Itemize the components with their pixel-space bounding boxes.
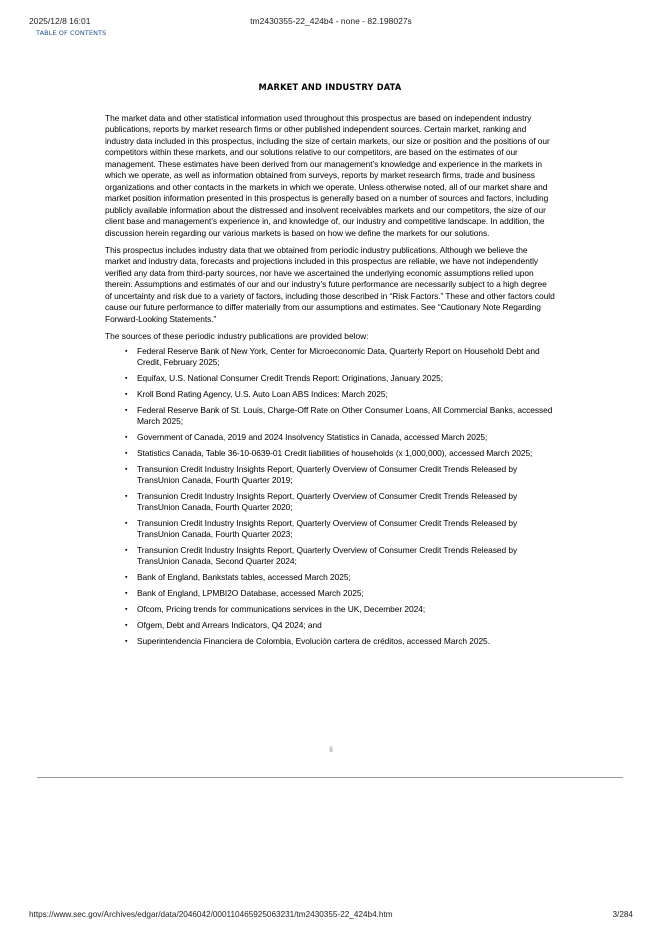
page-number: ii — [329, 745, 333, 754]
list-item — [105, 545, 555, 568]
source-text: Transunion Credit Industry Insights Report, Quarterly Overview of Consumer Credit Trends Released by TransUnion Canada, Fourth Quarter 2019; — [137, 463, 518, 485]
list-item — [105, 636, 555, 647]
source-text: Transunion Credit Industry Insights Report, Quarterly Overview of Consumer Credit Trends Released by TransUnion Canada, Fourth Quarter 2023; — [137, 517, 518, 540]
list-item — [105, 572, 555, 583]
source-text: Federal Reserve Bank of St. Louis, Charge-Off Rate on Other Consumer Loans, All Commercial Banks, accessed March 2025; — [137, 404, 553, 426]
list-item — [105, 389, 555, 400]
bullet-icon: ▪ — [125, 621, 128, 629]
list-item — [105, 491, 555, 514]
list-item — [105, 405, 555, 428]
bullet-icon: ▪ — [125, 547, 128, 555]
list-item — [105, 604, 555, 615]
source-text: Transunion Credit Industry Insights Report, Quarterly Overview of Consumer Credit Trends Released by TransUnion Canada, Second Quarter 2024; — [137, 545, 518, 567]
print-footer-page-count: 3/284 — [612, 910, 633, 919]
document-section — [105, 83, 555, 652]
print-datetime: 2025/12/8 16:01 — [29, 16, 91, 26]
source-text: Federal Reserve Bank of New York, Center for Microeconomic Data, Quarterly Report on Household Debt and Credit, February 2025; — [137, 345, 540, 367]
section-title: MARKET AND INDUSTRY DATA — [258, 83, 402, 93]
bullet-icon: ▪ — [125, 590, 128, 598]
bullet-icon: ▪ — [125, 406, 128, 414]
list-item — [105, 432, 555, 443]
list-item — [105, 373, 555, 384]
source-text: Equifax, U.S. National Consumer Credit Trends Report: Originations, January 2025; — [137, 372, 443, 383]
source-text: Kroll Bond Rating Agency, U.S. Auto Loan ABS Indices: March 2025; — [137, 388, 388, 399]
list-item — [105, 346, 555, 369]
bullet-icon: ▪ — [125, 347, 128, 355]
list-item — [105, 588, 555, 599]
bullet-icon: ▪ — [125, 449, 128, 457]
bullet-icon: ▪ — [125, 433, 128, 441]
page-divider — [37, 777, 623, 778]
source-text: Bank of England, LPMBI2O Database, accessed March 2025; — [137, 588, 364, 599]
bullet-icon: ▪ — [125, 574, 128, 582]
print-document-title: tm2430355-22_424b4 - none - 82.198027s — [250, 16, 412, 26]
source-text: Superintendencia Financiera de Colombia, Evolución cartera de créditos, accessed March 2025. — [137, 635, 490, 646]
bullet-icon: ▪ — [125, 374, 128, 382]
paragraph-industry-publications: This prospectus includes industry data that we obtained from periodic industry publications. Although we believe the market and industry data, forecasts and projections included in this prospectus are reliable, we have not independently verified any data from third-party sources, nor have we ascertained the underlying economic assumptions relied upon therein. Assumptions and estimates of our and our industry’s future performance are necessarily subject to a high degree of uncertainty and risk due to a variety of factors, including those described in “Risk Factors.” These and other factors could cause our future performance to differ materially from our assumptions and estimates. See “Cautionary Note Regarding Forward-Looking Statements.” — [105, 244, 555, 324]
bullet-icon: ▪ — [125, 606, 128, 614]
source-text: Bank of England, Bankstats tables, accessed March 2025; — [137, 572, 351, 583]
bullet-icon: ▪ — [125, 637, 128, 645]
list-item — [105, 518, 555, 541]
bullet-icon: ▪ — [125, 390, 128, 398]
source-text: Government of Canada, 2019 and 2024 Insolvency Statistics in Canada, accessed March 2025; — [137, 431, 488, 442]
source-text: Ofgem, Debt and Arrears Indicators, Q4 2024; and — [137, 619, 322, 630]
sources-list — [105, 346, 555, 648]
list-item — [105, 620, 555, 631]
print-footer-url: https://www.sec.gov/Archives/edgar/data/2046042/000110465925063231/tm2430355-22_424b4.htm — [29, 910, 393, 919]
bullet-icon: ▪ — [125, 492, 128, 500]
paragraph-market-data: The market data and other statistical information used throughout this prospectus are based on independent industry publications, reports by market research firms or other published independent sources. Certain market, ranking and industry data included in this prospectus, including the size of certain markets, our size or position and the positions of our competitors within these markets, and our solutions relative to our competitors, are based on the estimates of our management. These estimates have been derived from our management’s knowledge and experience in the markets in which we operate, as well as information obtained from surveys, reports by market research firms, trade and business organizations and other contacts in the markets in which we operate. Unless otherwise noted, all of our market share and market position information presented in this prospectus is generally based on a number of sources and factors, including publicly available information about the distressed and insolvent receivables markets and our competitors, the size of our client base and management’s experience in, and knowledge of, our industry and competitive landscape. In addition, the discussion herein regarding our various markets is based on how we define the markets for our solutions. — [105, 113, 550, 238]
source-text: Ofcom, Pricing trends for communications services in the UK, December 2024; — [137, 604, 426, 615]
list-item — [105, 448, 555, 459]
bullet-icon: ▪ — [125, 519, 128, 527]
source-text: Transunion Credit Industry Insights Report, Quarterly Overview of Consumer Credit Trends Released by TransUnion Canada, Fourth Quarter 2020; — [137, 490, 518, 513]
list-item — [105, 464, 555, 487]
table-of-contents-link[interactable]: TABLE OF CONTENTS — [36, 29, 107, 37]
source-text: Statistics Canada, Table 36-10-0639-01 Credit liabilities of households (x 1,000,000), accessed March 2025; — [137, 447, 533, 458]
sources-intro: The sources of these periodic industry publications are provided below: — [105, 331, 369, 342]
bullet-icon: ▪ — [125, 465, 128, 473]
